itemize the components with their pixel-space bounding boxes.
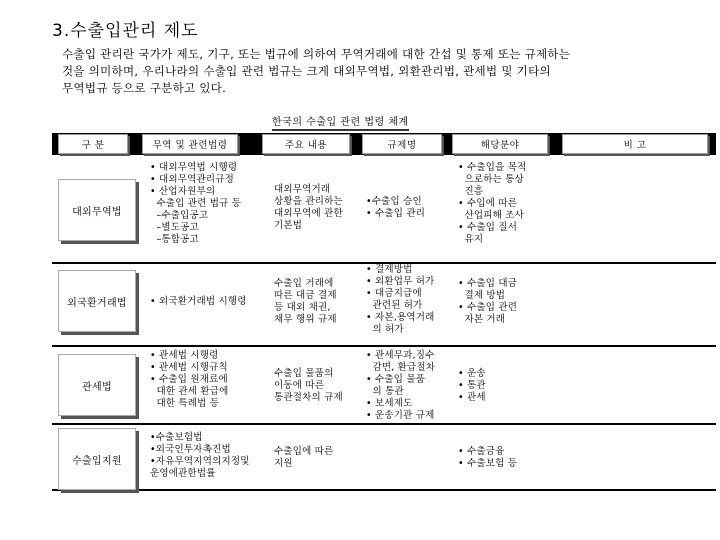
row-divider — [52, 489, 716, 491]
category-export-support: 수출입지원 — [58, 428, 136, 490]
field-cell: • 수출금융 • 수출보험 등 — [458, 446, 518, 469]
regulation-cell: • 관세무과,징수 감면, 환급절차 • 수출입 물품 의 통관 • 보세제도 • 운송기관 규제 — [366, 350, 436, 421]
header-category: 구 분 — [58, 134, 128, 154]
regulation-cell: • 결제방법 • 외환업무 허가 • 대금지급에 관련된 허가 • 자본,용역거래 의 허가 — [366, 264, 435, 335]
header-regulation: 규제명 — [362, 134, 442, 154]
intro-line: 수출입 관리란 국가가 제도, 기구, 또는 법규에 의하여 무역거래에 대한 간섭 및 통제 또는 규제하는 — [62, 47, 571, 61]
laws-cell: • 관세법 시행령 • 관세법 시행규칙 • 수출입 원재료에 대한 관세 환급에 대한 특례법 등 — [150, 350, 229, 409]
page-title: 3.수출입관리 제도 — [52, 21, 199, 41]
laws-cell: •수출보험법 •외국인투자촉진법 •자유무역지역의지정및 운영에관한법률 — [150, 432, 250, 479]
category-foreign-exchange-act: 외국환거래법 — [58, 270, 136, 332]
field-cell: • 수출입을 목적 으로하는 통상 진흥 • 수입에 따른 산업피해 조사 • 수출입 질서 유지 — [458, 162, 527, 245]
header-content: 주요 내용 — [262, 134, 350, 154]
content-cell: 대외무역거래 상황을 관리하는 대외무역에 관한 기본법 — [274, 184, 343, 231]
field-cell: • 운송 • 통관 • 관세 — [458, 368, 486, 403]
field-cell: • 수출입 대금 결제 방법 • 수출입 관련 자본 거래 — [458, 278, 518, 325]
regulation-cell: •수출입 승인 • 수출입 관리 — [366, 196, 426, 219]
row-divider — [52, 345, 716, 347]
intro-line: 것을 의미하며, 우리나라의 수출입 관련 법규는 크게 대외무역법, 외환관리법, 관세법 및 기타의 — [62, 64, 551, 78]
table-caption: 한국의 수출입 관련 법령 체계 — [272, 113, 409, 131]
intro-line: 무역법규 등으로 구분하고 있다. — [62, 81, 227, 95]
laws-cell: • 외국환거래법 시행령 — [150, 296, 247, 307]
content-cell: 수출입 거래에 따른 대금 결제 등 대외 채권, 채무 행위 규제 — [274, 278, 337, 325]
category-customs-act: 관세법 — [58, 354, 136, 416]
content-cell: 수출입에 따른 지원 — [274, 446, 334, 469]
header-field: 해당분야 — [452, 134, 548, 154]
intro-paragraph — [62, 46, 702, 97]
laws-cell: • 대외무역법 시행령 • 대외무역관리규정 • 산업자원부의 수출입 관련 법규 등 –수출입공고 –별도공고 –통합공고 — [150, 162, 242, 245]
header-laws: 무역 및 관련법령 — [142, 134, 238, 154]
content-cell: 수출입 물품의 이동에 따른 통관절차의 규제 — [274, 368, 343, 403]
row-divider — [52, 423, 716, 425]
header-remarks: 비 고 — [562, 134, 708, 154]
category-foreign-trade-act: 대외무역법 — [58, 179, 136, 241]
